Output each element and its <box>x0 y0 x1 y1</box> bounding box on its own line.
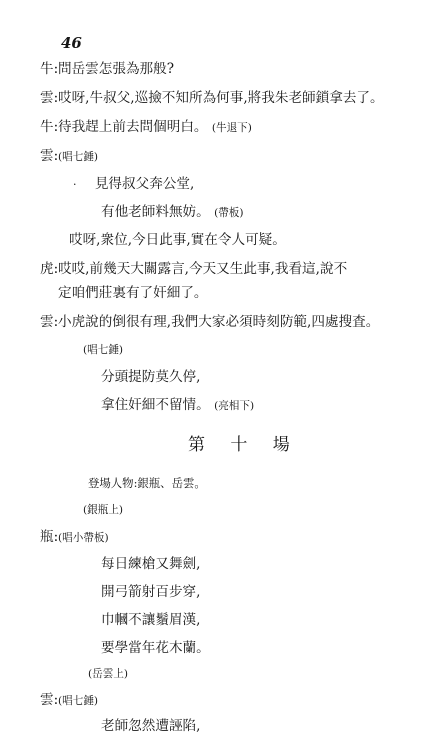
dialogue-text: 定咱們莊裏有了奸細了。 <box>58 285 208 301</box>
dialogue-line <box>40 316 379 330</box>
stage-direction: (唱七錘) <box>58 151 99 163</box>
stage-direction: (唱七錘) <box>58 695 99 707</box>
verse-line: 要學當年花木蘭。 <box>101 640 210 656</box>
dialogue-text: 哎呀,牛叔父,巡撿不知所為何事,將我朱老師鎖拿去了。 <box>58 90 384 106</box>
dialogue-text: 哎呀,衆位,今日此事,實在令人可疑。 <box>69 232 286 248</box>
verse-line: 老師忽然遭誣陷, <box>101 718 201 734</box>
dialogue-text: 問岳雲怎張為那般? <box>58 61 175 77</box>
speaker-label: 雲: <box>40 148 59 164</box>
bullet-mark: · <box>73 178 77 191</box>
stage-direction: (帶板) <box>214 207 244 219</box>
dialogue-line <box>40 694 98 708</box>
speaker-label: 牛: <box>40 119 59 135</box>
stage-direction: (亮相下) <box>214 400 255 412</box>
stage-direction: (銀瓶上) <box>83 504 124 516</box>
dialogue-text: 小虎說的倒很有理,我們大家必須時刻防範,四處搜査。 <box>58 314 380 330</box>
dialogue-line <box>40 63 174 77</box>
verse-line <box>73 178 194 192</box>
dialogue-text: 哎哎,前幾天大關露言,今天又生此事,我看這,說不 <box>58 261 348 277</box>
dialogue-line <box>40 121 252 135</box>
dialogue-line <box>40 263 347 277</box>
stage-direction: (牛退下) <box>211 122 252 134</box>
speaker-label: 雲: <box>40 90 59 106</box>
dialogue-text: 待我趕上前去問個明白。 <box>58 119 208 135</box>
page-number: 46 <box>61 34 82 52</box>
dialogue-line <box>40 150 98 164</box>
speaker-label: 牛: <box>40 61 59 77</box>
verse-line <box>101 206 244 220</box>
verse-line: 巾幗不讓鬚眉漢, <box>101 612 201 628</box>
stage-direction: (唱小帶板) <box>58 532 109 544</box>
cast-list: 登場人物:銀瓶、岳雲。 <box>88 476 206 490</box>
dialogue-line <box>40 531 109 545</box>
dialogue-line <box>69 234 286 248</box>
verse-line <box>101 399 254 413</box>
verse-line: 開弓箭射百步穿, <box>101 584 201 600</box>
dialogue-line <box>40 92 384 106</box>
verse-text: 見得叔父奔公堂, <box>94 176 195 192</box>
speaker-label: 虎: <box>40 261 59 277</box>
verse-line: 分頭提防莫久停, <box>101 369 201 385</box>
stage-direction: (岳雲上) <box>88 668 129 680</box>
speaker-label: 瓶: <box>40 529 59 545</box>
speaker-label: 雲: <box>40 692 59 708</box>
scene-heading: 第 十 場 <box>188 435 300 455</box>
verse-line: 每日練槍又舞劍, <box>101 556 201 572</box>
verse-text: 拿住奸細不留情。 <box>101 397 210 413</box>
dialogue-line <box>58 287 208 301</box>
verse-text: 有他老師料無妨。 <box>101 204 210 220</box>
stage-direction: (唱七錘) <box>83 344 124 356</box>
speaker-label: 雲: <box>40 314 59 330</box>
